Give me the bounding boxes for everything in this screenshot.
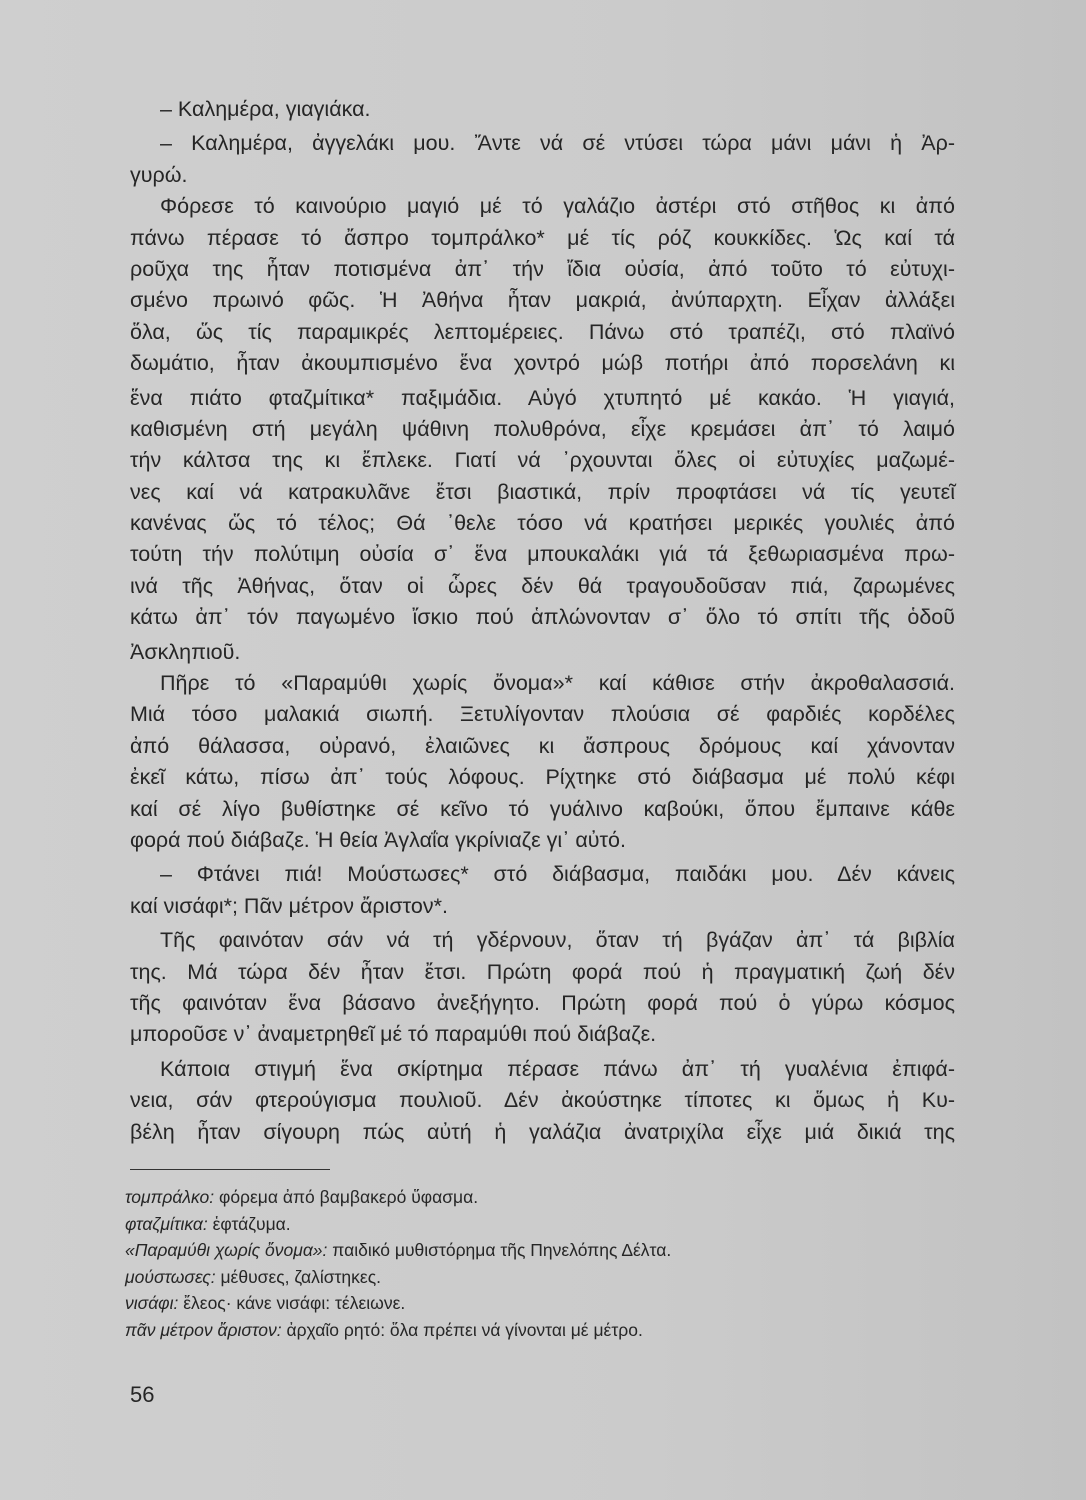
body-text xyxy=(130,94,955,1148)
text-line: δωμάτιο, ἦταν ἀκουμπισμένο ἕνα χοντρό μώβ ποτήρι ἀπό πορσελάνη κι xyxy=(130,351,955,376)
text-line: μποροῦσε ν᾽ ἀναμετρηθεῖ μέ τό παραμύθι πού διάβαζε. xyxy=(130,1022,657,1047)
text-line: φορά πού διάβαζε. Ἡ θεία Ἀγλαΐα γκρίνιαζε γι᾽ αὐτό. xyxy=(130,827,626,852)
text-line: τήν κάλτσα της κι ἔπλεκε. Γιατί νά ᾽ρχουνται ὅλες οἱ εὐτυχίες μαζωμέ- xyxy=(130,448,955,473)
text-line: πάνω πέρασε τό ἄσπρο τομπράλκο* μέ τίς ρόζ κουκκίδες. Ὡς καί τά xyxy=(130,225,955,250)
text-line: κάτω ἀπ᾽ τόν παγωμένο ἴσκιο πού ἁπλώνονταν σ᾽ ὅλο τό σπίτι τῆς ὁδοῦ xyxy=(130,605,955,630)
footnote xyxy=(125,1237,671,1264)
text-line: καθισμένη στή μεγάλη ψάθινη πολυθρόνα, εἶχε κρεμάσει ἀπ᾽ τό λαιμό xyxy=(130,416,955,441)
footnote-term: πᾶν μέτρον ἄριστον: xyxy=(125,1319,282,1340)
footnote-term: νισάφι: xyxy=(125,1293,179,1313)
text-line: Μιά τόσο μαλακιά σιωπή. Ξετυλίγονταν πλούσια σέ φαρδιές κορδέλες xyxy=(130,702,955,727)
footnote xyxy=(125,1184,671,1211)
text-line: ινά τῆς Ἀθήνας, ὅταν οἱ ὧρες δέν θά τραγουδοῦσαν πιά, ζαρωμένες xyxy=(130,573,955,598)
footnote xyxy=(125,1264,671,1291)
text-line: τῆς φαινόταν ἕνα βάσανο ἀνεξήγητο. Πρώτη φορά πού ὁ γύρω κόσμος xyxy=(130,990,955,1015)
text-line: – Καλημέρα, ἀγγελάκι μου. Ἄντε νά σέ ντύσει τώρα μάνι μάνι ἡ Ἀρ- xyxy=(160,131,955,156)
footnotes xyxy=(125,1184,671,1343)
footnote xyxy=(125,1211,671,1238)
footnote-definition: παιδικό μυθιστόρημα τῆς Πηνελόπης Δέλτα. xyxy=(332,1240,672,1260)
footnote-term: μούστωσες: xyxy=(125,1266,216,1287)
footnote-term: «Παραμύθι χωρίς ὄνομα»: xyxy=(125,1240,328,1260)
text-line: – Καλημέρα, γιαγιάκα. xyxy=(160,97,371,121)
footnote xyxy=(125,1290,671,1317)
text-line: καί σέ λίγο βυθίστηκε σέ κεῖνο τό γυάλινο καβούκι, ὅπου ἔμπαινε κάθε xyxy=(130,796,955,821)
text-line: σμένο πρωινό φῶς. Ἡ Ἀθήνα ἦταν μακριά, ἀνύπαρχτη. Εἶχαν ἀλλάξει xyxy=(130,288,955,313)
text-line: ἕνα πιάτο φταζμίτικα* παξιμάδια. Αὐγό χτυπητό μέ κακάο. Ἡ γιαγιά, xyxy=(130,385,955,410)
footnote-term: φταζμίτικα: xyxy=(125,1213,208,1234)
text-line: νεια, σάν φτερούγισμα πουλιοῦ. Δέν ἀκούστηκε τίποτες κι ὅμως ἡ Κυ- xyxy=(130,1088,955,1113)
text-line: καί νισάφι*; Πᾶν μέτρον ἄριστον*. xyxy=(130,893,448,918)
text-line: γυρώ. xyxy=(130,162,188,187)
text-line: βέλη ἦταν σίγουρη πώς αὐτή ἡ γαλάζια ἀνατριχίλα εἶχε μιά δικιά της xyxy=(130,1119,955,1144)
text-line: ροῦχα της ἦταν ποτισμένα ἀπ᾽ τήν ἴδια οὐσία, ἀπό τοῦτο τό εὐτυχι- xyxy=(130,256,955,281)
footnote-definition: φόρεμα ἀπό βαμβακερό ὕφασμα. xyxy=(218,1187,479,1207)
footnote-definition: μέθυσες, ζαλίστηκες. xyxy=(220,1266,381,1287)
text-line: Τῆς φαινόταν σάν νά τή γδέρνουν, ὅταν τή βγάζαν ἀπ᾽ τά βιβλία xyxy=(160,928,955,953)
footnote-definition: ἔλεος· κάνε νισάφι: τέλειωνε. xyxy=(183,1293,406,1313)
text-line: τούτη τήν πολύτιμη οὐσία σ᾽ ἕνα μπουκαλάκι γιά τά ξεθωριασμένα πρω- xyxy=(130,542,955,567)
text-line: Κάποια στιγμή ἕνα σκίρτημα πέρασε πάνω ἀπ᾽ τή γυαλένια ἐπιφά- xyxy=(160,1056,955,1081)
footnote-term: τομπράλκο: xyxy=(125,1187,215,1207)
footnote-definition: ἀρχαῖο ρητό: ὅλα πρέπει νά γίνονται μέ μέτρο. xyxy=(286,1319,643,1340)
text-line: ἀπό θάλασσα, οὐρανό, ἐλαιῶνες κι ἄσπρους δρόμους καί χάνονταν xyxy=(130,733,955,758)
footnote xyxy=(125,1317,671,1344)
text-line: της. Μά τώρα δέν ἦταν ἔτσι. Πρώτη φορά πού ἡ πραγματική ζωή δέν xyxy=(130,959,955,984)
text-line: κανένας ὥς τό τέλος; Θά ᾽θελε τόσο νά κρατήσει μερικές γουλιές ἀπό xyxy=(130,511,955,536)
text-line: Φόρεσε τό καινούριο μαγιό μέ τό γαλάζιο ἀστέρι στό στῆθος κι ἀπό xyxy=(160,194,955,219)
text-line: νες καί νά κατρακυλᾶνε ἔτσι βιαστικά, πρίν προφτάσει νά τίς γευτεῖ xyxy=(130,479,955,504)
text-line: ὅλα, ὥς τίς παραμικρές λεπτομέρειες. Πάνω στό τραπέζι, στό πλαϊνό xyxy=(130,319,955,344)
footnote-definition: ἑφτάζυμα. xyxy=(212,1213,291,1234)
page-number: 56 xyxy=(130,1382,155,1407)
text-line: Ἀσκληπιοῦ. xyxy=(130,639,241,664)
footnote-divider xyxy=(130,1169,330,1170)
text-line: – Φτάνει πιά! Μούστωσες* στό διάβασμα, παιδάκι μου. Δέν κάνεις xyxy=(160,862,955,887)
text-line: Πῆρε τό «Παραμύθι χωρίς ὄνομα»* καί κάθισε στήν ἀκροθαλασσιά. xyxy=(160,671,955,696)
text-line: ἐκεῖ κάτω, πίσω ἀπ᾽ τούς λόφους. Ρίχτηκε στό διάβασμα μέ πολύ κέφι xyxy=(130,765,955,790)
